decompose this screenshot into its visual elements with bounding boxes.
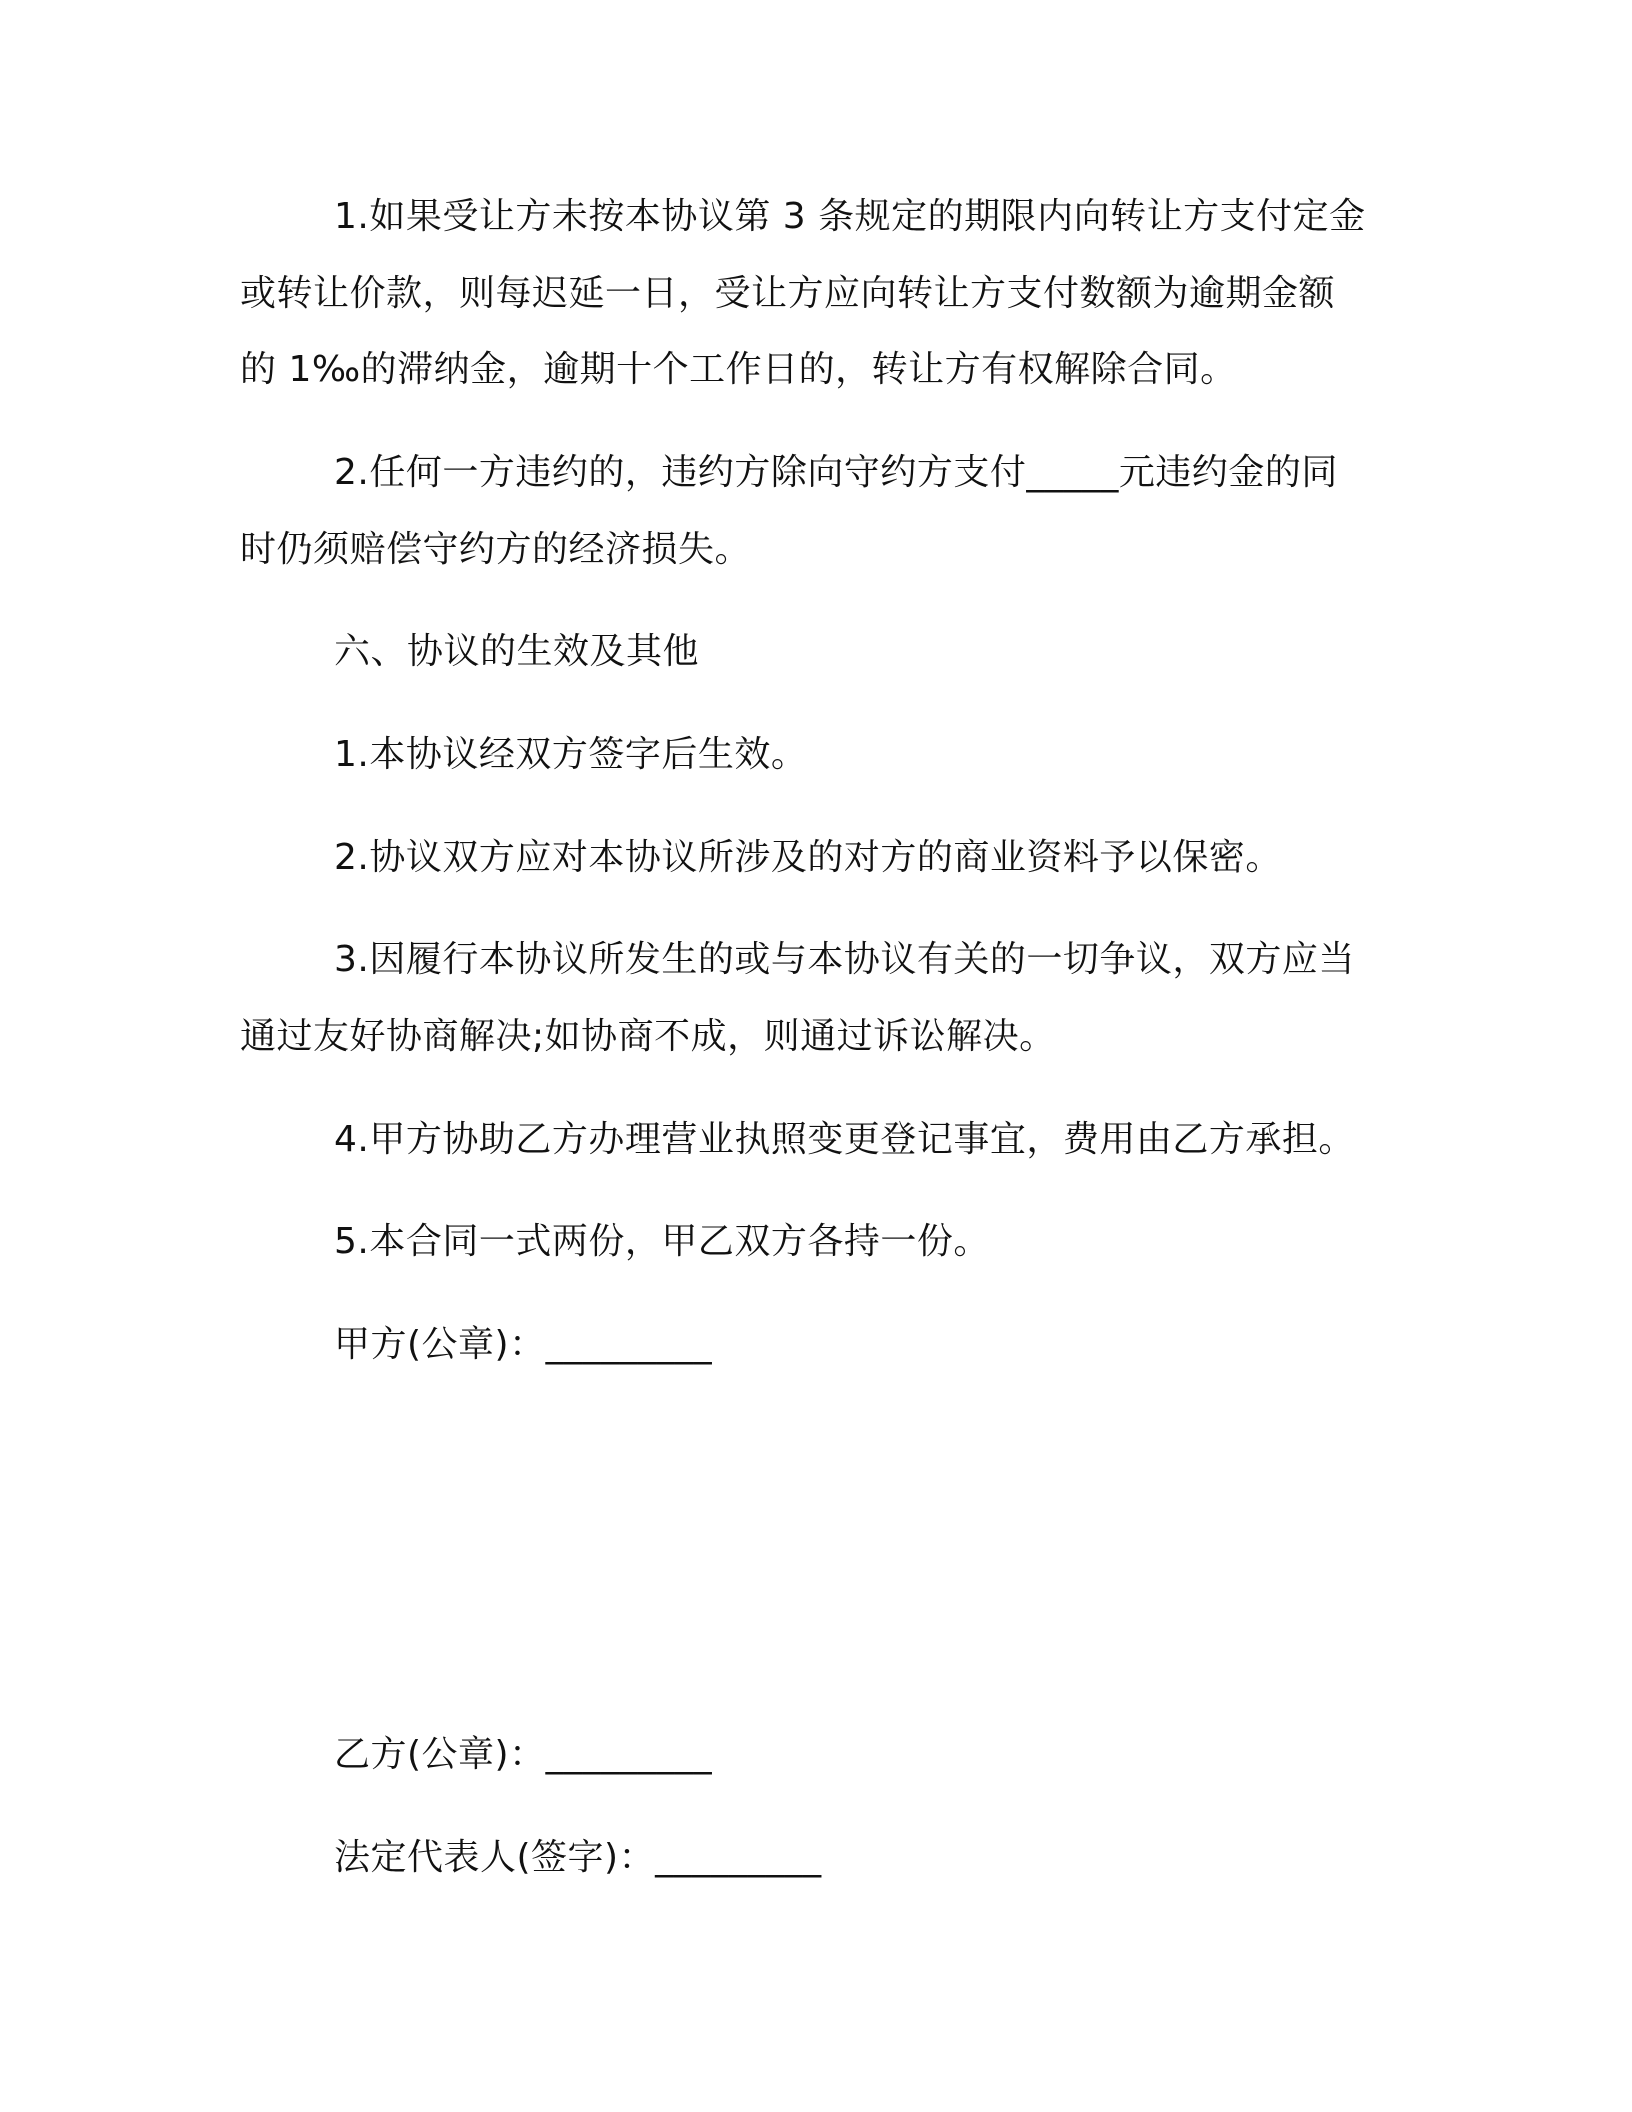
item-1: 1.本协议经双方签字后生效。 bbox=[334, 734, 808, 775]
party-b-signature: 乙方(公章)：_________ bbox=[334, 1734, 713, 1775]
party-a-signature: 甲方(公章)：_________ bbox=[334, 1324, 713, 1365]
legal-representative-signature: 法定代表人(签字)：_________ bbox=[334, 1837, 822, 1878]
clause-1-line-1: 1.如果受让方未按本协议第 3 条规定的期限内向转让方支付定金 bbox=[334, 196, 1366, 237]
item-4: 4.甲方协助乙方办理营业执照变更登记事宜，费用由乙方承担。 bbox=[334, 1119, 1355, 1160]
clause-1-line-3: 的 1‰的滞纳金，逾期十个工作日的，转让方有权解除合同。 bbox=[240, 349, 1237, 390]
clause-1-line-2: 或转让价款，则每迟延一日，受让方应向转让方支付数额为逾期金额 bbox=[240, 273, 1336, 314]
clause-2-line-2: 时仍须赔偿守约方的经济损失。 bbox=[240, 529, 752, 570]
clause-2-line-1: 2.任何一方违约的，违约方除向守约方支付_____元违约金的同 bbox=[334, 452, 1338, 493]
item-5: 5.本合同一式两份，甲乙双方各持一份。 bbox=[334, 1221, 990, 1262]
item-3-line-2: 通过友好协商解决;如协商不成，则通过诉讼解决。 bbox=[240, 1016, 1056, 1057]
item-3-line-1: 3.因履行本协议所发生的或与本协议有关的一切争议，双方应当 bbox=[334, 939, 1355, 980]
item-2: 2.协议双方应对本协议所涉及的对方的商业资料予以保密。 bbox=[334, 837, 1282, 878]
section-heading: 六、协议的生效及其他 bbox=[334, 631, 700, 672]
